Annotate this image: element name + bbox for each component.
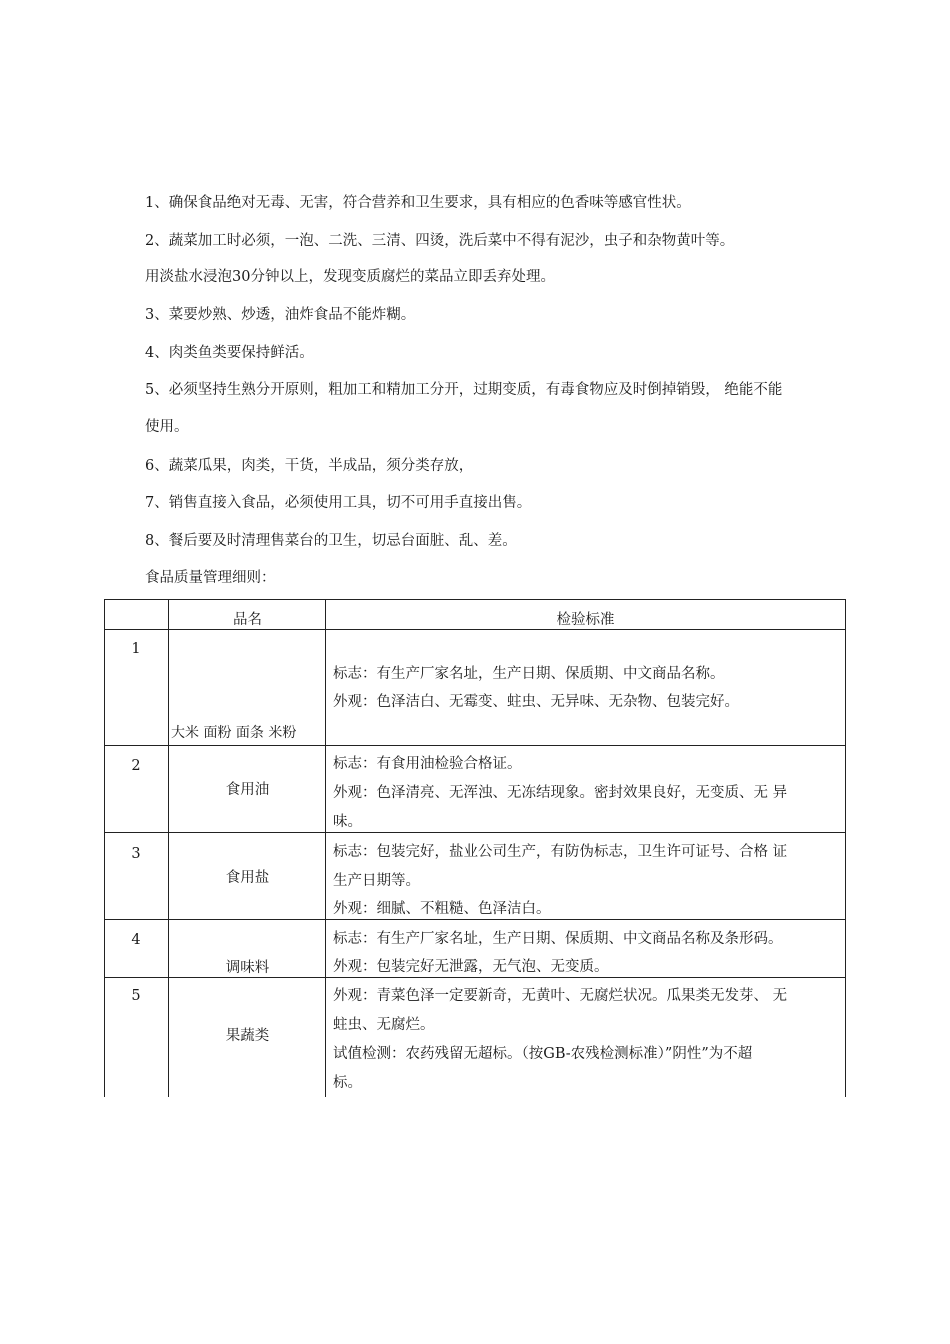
- rule-1: 1、确保食品绝对无毒、无害，符合营养和卫生要求，具有相应的色香味等感官性状。: [145, 195, 691, 211]
- product-name: 食用盐: [225, 870, 270, 886]
- column-divider-1: [168, 599, 169, 1097]
- rule-5: 5、必须坚持生熟分开原则，粗加工和精加工分开，过期变质，有毒食物应及时倒掉销毁， 绝能不能: [145, 382, 783, 398]
- standard-line: 外观：细腻、不粗糙、色泽洁白。: [333, 901, 551, 917]
- standard-line: 标志：有食用油检验合格证。: [333, 756, 522, 772]
- standard-line: 外观：色泽洁白、无霉变、蛀虫、无异味、无杂物、包装完好。: [333, 694, 739, 710]
- standard-line: 标志：有生产厂家名址，生产日期、保质期、中文商品名称及条形码。: [333, 931, 783, 947]
- standard-line: 标志：有生产厂家名址，生产日期、保质期、中文商品名称。: [333, 666, 725, 682]
- product-name: 果蔬类: [225, 1028, 270, 1044]
- standard-line: 蛀虫、无腐烂。: [333, 1017, 435, 1033]
- column-divider-2: [325, 599, 326, 1097]
- row-divider: [104, 832, 846, 833]
- standard-line: 味。: [333, 814, 362, 830]
- row-divider: [104, 977, 846, 978]
- product-name: 食用油: [225, 782, 270, 798]
- rule-2: 2、蔬菜加工时必须，一泡、二洗、三清、四烫，洗后菜中不得有泥沙，虫子和杂物黄叶等。: [145, 233, 735, 249]
- standard-line: 标志：包装完好，盐业公司生产，有防伪标志，卫生许可证号、合格 证: [333, 844, 788, 860]
- standard-line: 外观：青菜色泽一定要新奇，无黄叶、无腐烂状况。瓜果类无发芽、 无: [333, 988, 788, 1004]
- row-divider: [104, 745, 846, 746]
- product-name: 调味料: [225, 960, 270, 976]
- rule-3: 3、菜要炒熟、炒透，油炸食品不能炸糊。: [145, 307, 416, 323]
- rule-6: 6、蔬菜瓜果，肉类，干货，半成品，须分类存放，: [145, 458, 474, 474]
- header-standard: 检验标准: [556, 612, 615, 628]
- standard-line: 生产日期等。: [333, 873, 420, 889]
- row-divider: [104, 629, 846, 630]
- row-number: 1: [131, 641, 141, 657]
- row-number: 3: [131, 846, 141, 862]
- row-number: 4: [131, 932, 141, 948]
- product-name: 大米 面粉 面条 米粉: [171, 725, 297, 741]
- standard-line: 外观：色泽清亮、无浑浊、无冻结现象。密封效果良好，无变质、无 异: [333, 785, 788, 801]
- table-border-top: [104, 599, 846, 600]
- standard-line: 外观：包装完好无泄露，无气泡、无变质。: [333, 959, 609, 975]
- table-border-right: [845, 599, 846, 1097]
- rule-8: 8、餐后要及时清理售菜台的卫生，切忌台面脏、乱、差。: [145, 533, 517, 549]
- table-caption: 食品质量管理细则：: [145, 570, 276, 586]
- header-product-name: 品名: [233, 612, 262, 628]
- row-number: 5: [131, 988, 141, 1004]
- rule-5-continued: 使用。: [145, 419, 189, 435]
- row-number: 2: [131, 758, 141, 774]
- rule-7: 7、销售直接入食品，必须使用工具，切不可用手直接出售。: [145, 495, 532, 511]
- rule-2-continued: 用淡盐水浸泡30分钟以上，发现变质腐烂的菜品立即丢弃处理。: [145, 269, 555, 285]
- row-divider: [104, 919, 846, 920]
- standard-line: 试值检测：农药残留无超标。（按GB-农残检测标准）”阴性”为不超: [333, 1046, 753, 1062]
- rule-4: 4、肉类鱼类要保持鲜活。: [145, 345, 314, 361]
- quality-table: [104, 599, 846, 1097]
- standard-line: 标。: [333, 1075, 362, 1091]
